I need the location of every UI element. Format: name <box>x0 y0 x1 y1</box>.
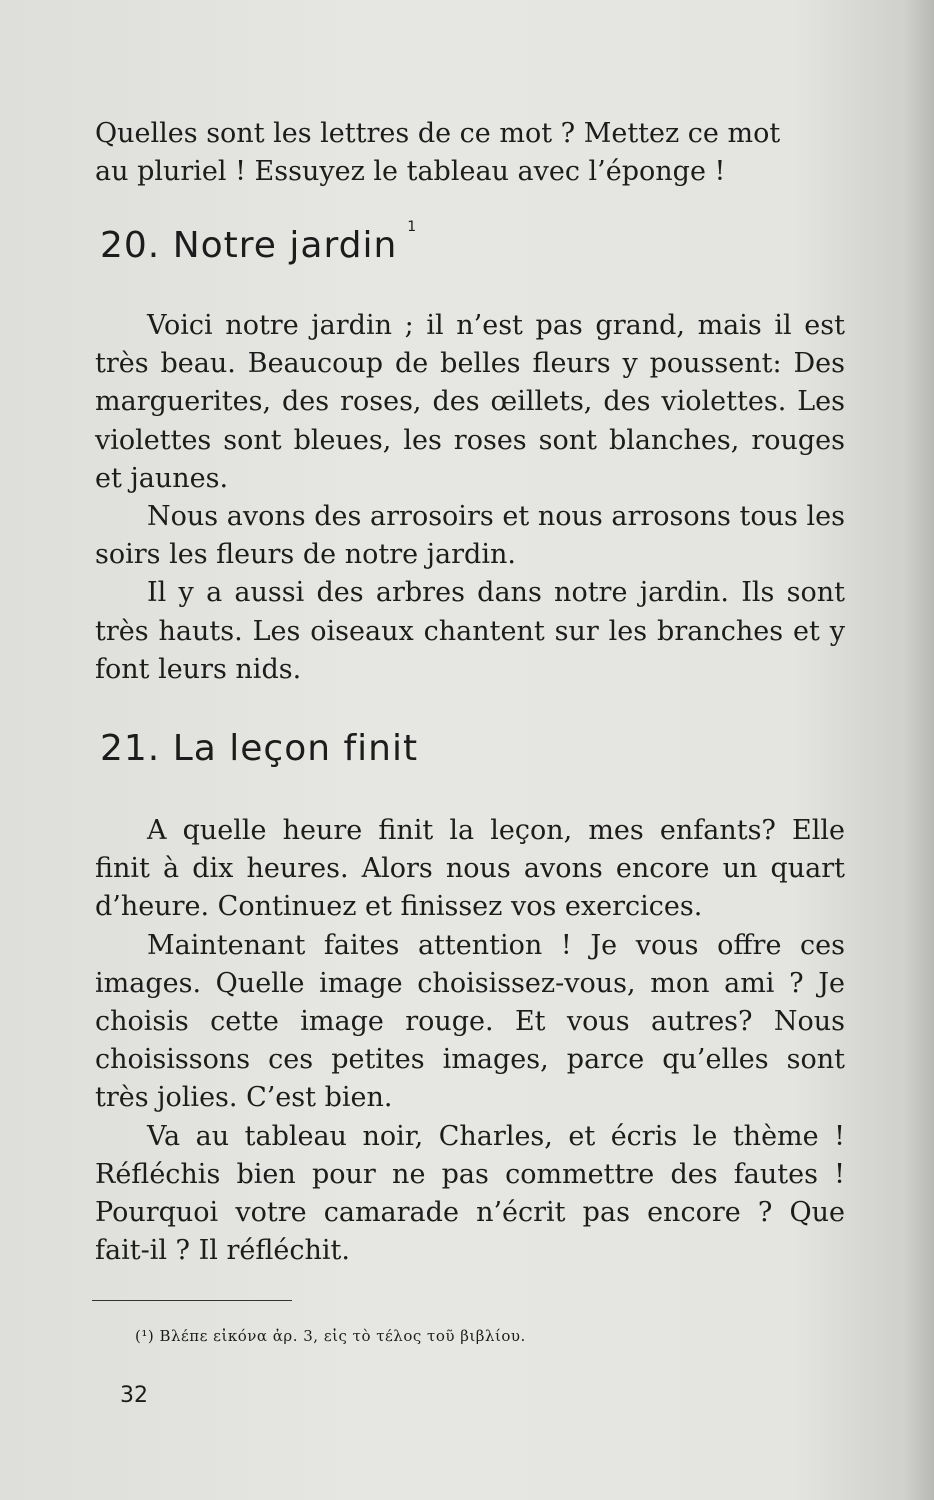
section-21-body <box>95 812 845 1270</box>
section-20-paragraph: Voici notre jardin ; il n’est pas grand, mais il est très beau. Beaucoup de belles fleurs y poussent: Des marguerites, des roses, des œillets, des violettes. Les violettes sont bleues, les roses sont blanches, rouges et jaunes. <box>95 310 845 494</box>
intro-line-1: Quelles sont les lettres de ce mot ? Mettez ce mot <box>95 118 781 149</box>
footnote-marker: 1 <box>407 219 418 235</box>
section-21-paragraph: Va au tableau noir, Charles, et écris le thème ! Réfléchis bien pour ne pas commettre des fautes ! Pourquoi votre camarade n’écrit pas encore ? Que fait-il ? Il réfléchit. <box>95 1120 845 1267</box>
section-20-heading <box>100 219 418 266</box>
section-21-heading <box>100 728 418 769</box>
section-21-paragraph: A quelle heure finit la leçon, mes enfants? Elle finit à dix heures. Alors nous avons encore un quart d’heure. Continuez et finissez vos exercices. <box>95 815 845 923</box>
footnote-text: (¹) Βλέπε εἰκόνα ἀρ. 3, εἰς τὸ τέλος τοῦ βιβλίου. <box>135 1327 526 1345</box>
section-20-paragraph: Nous avons des arrosoirs et nous arrosons tous les soirs les fleurs de notre jardin. <box>95 501 845 571</box>
section-21-paragraph: Maintenant faites attention ! Je vous offre ces images. Quelle image choisissez-vous, mon ami ? Je choisis cette image rouge. Et vous autres? Nous choisissons ces petites images, parce qu’elles sont très jolies. C’est bien. <box>95 929 845 1114</box>
footnote-divider <box>92 1300 292 1301</box>
section-20-title: Notre jardin <box>172 225 398 266</box>
intro-line-2: au pluriel ! Essuyez le tableau avec l’éponge ! <box>95 156 726 188</box>
section-21-title: La leçon finit <box>172 728 419 769</box>
page-number: 32 <box>120 1383 148 1408</box>
section-20-body <box>95 307 845 689</box>
intro-text <box>95 115 845 191</box>
section-21-number: 21. <box>100 728 161 769</box>
section-20-number: 20. <box>100 225 161 266</box>
section-20-paragraph: Il y a aussi des arbres dans notre jardin. Ils sont très hauts. Les oiseaux chantent sur les branches et y font leurs nids. <box>95 577 845 685</box>
